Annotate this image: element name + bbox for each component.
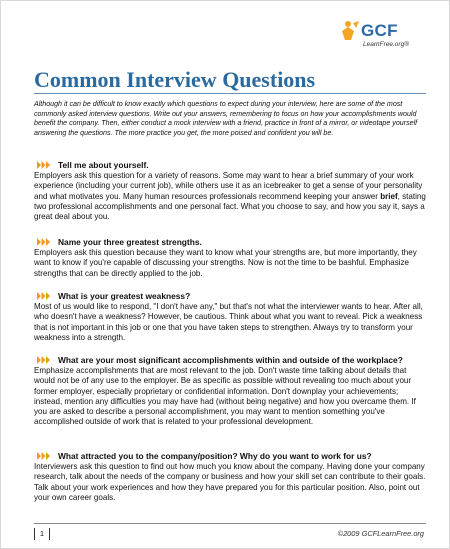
page-number: 1 bbox=[34, 528, 50, 540]
triple-chevron-icon bbox=[37, 292, 50, 300]
title-divider bbox=[34, 93, 426, 94]
question-answer: Employers ask this question for a variety of reasons. Some may want to hear a brief summary of your work experience (including your current job), while others use it as an icebreaker to get a sense of your personality and what motivates you. Many human resources professionals recommend keeping your answer brief, stating two professional accomplishments and one personal fact. What you choose to say, and how you say it, says a great deal about you. bbox=[34, 171, 426, 222]
intro-paragraph: Although it can be difficult to know exactly which questions to expect during your interview, here are some of the most commonly asked interview questions. Write out your answers, remembering to focus on how your accomplishments would benefit the company. Then, either conduct a mock interview with a friend, practice in front of a mirror, or videotape yourself answering the questions. The more practice you get, the more poised and confident you will be. bbox=[34, 100, 418, 137]
logo-tagline: LearnFree.org® bbox=[363, 41, 409, 48]
triple-chevron-icon bbox=[37, 452, 50, 460]
emphasis-text: brief bbox=[380, 191, 398, 201]
question-section bbox=[34, 355, 426, 428]
question-title: Tell me about yourself. bbox=[58, 160, 149, 170]
question-answer: Most of us would like to respond, "I don't have any," but that's not what the interviewer wants to hear. After all, who doesn't have a weakness? However, be cautious. Think about what you want to reveal. Pick a weakness that is not important in this job or one that you have taken steps to strengthen. Always try to transform your weakness into a strength. bbox=[34, 302, 423, 342]
page-title: Common Interview Questions bbox=[34, 67, 316, 92]
question-title: What is your greatest weakness? bbox=[58, 291, 191, 301]
footer-divider bbox=[34, 523, 426, 524]
logo-figure-icon bbox=[339, 19, 361, 41]
question-heading bbox=[34, 355, 426, 365]
gcf-logo[interactable] bbox=[339, 13, 437, 55]
question-heading bbox=[34, 291, 426, 301]
copyright-notice: ©2009 GCFLearnFree.org bbox=[337, 529, 424, 538]
question-section bbox=[34, 451, 426, 503]
question-section bbox=[34, 291, 426, 343]
question-answer: Interviewers ask this question to find out how much you know about the company. Having done your company research, talk about the needs of the company or business and how your skill set can contribute to their goals. Talk about your work experiences and how they have prepared you for this particular position. Also, point out your own career goals. bbox=[34, 462, 426, 502]
question-answer: Emphasize accomplishments that are most relevant to the job. Don't waste time talking about details that would not be of any use to the employer. Be as specific as possible without revealing too much about your former employer, especially proprietary or confidential information. Don't downplay your achievements; instead, mention any difficulties you may have had (without being negative) and how you overcame them. If you are asked to describe a personal accomplishment, you may want to mention something you've accomplished outside of work that is related to your professional development. bbox=[34, 366, 416, 427]
question-title: What are your most significant accomplishments within and outside of the workplace? bbox=[58, 355, 403, 365]
question-heading bbox=[34, 451, 426, 461]
question-title: What attracted you to the company/position? Why do you want to work for us? bbox=[58, 451, 372, 461]
question-title: Name your three greatest strengths. bbox=[58, 237, 202, 247]
triple-chevron-icon bbox=[37, 161, 50, 169]
question-answer: Employers ask this question because they want to know what your strengths are, but more importantly, they want to know if you're capable of discussing your strengths. Now is not the time to be bashful. Emphasize strengths that can be directly applied to the job. bbox=[34, 248, 417, 278]
triple-chevron-icon bbox=[37, 356, 50, 364]
question-heading bbox=[34, 160, 426, 170]
question-section bbox=[34, 237, 426, 279]
question-heading bbox=[34, 237, 426, 247]
logo-name: GCF bbox=[361, 21, 398, 40]
question-section bbox=[34, 160, 426, 222]
triple-chevron-icon bbox=[37, 238, 50, 246]
